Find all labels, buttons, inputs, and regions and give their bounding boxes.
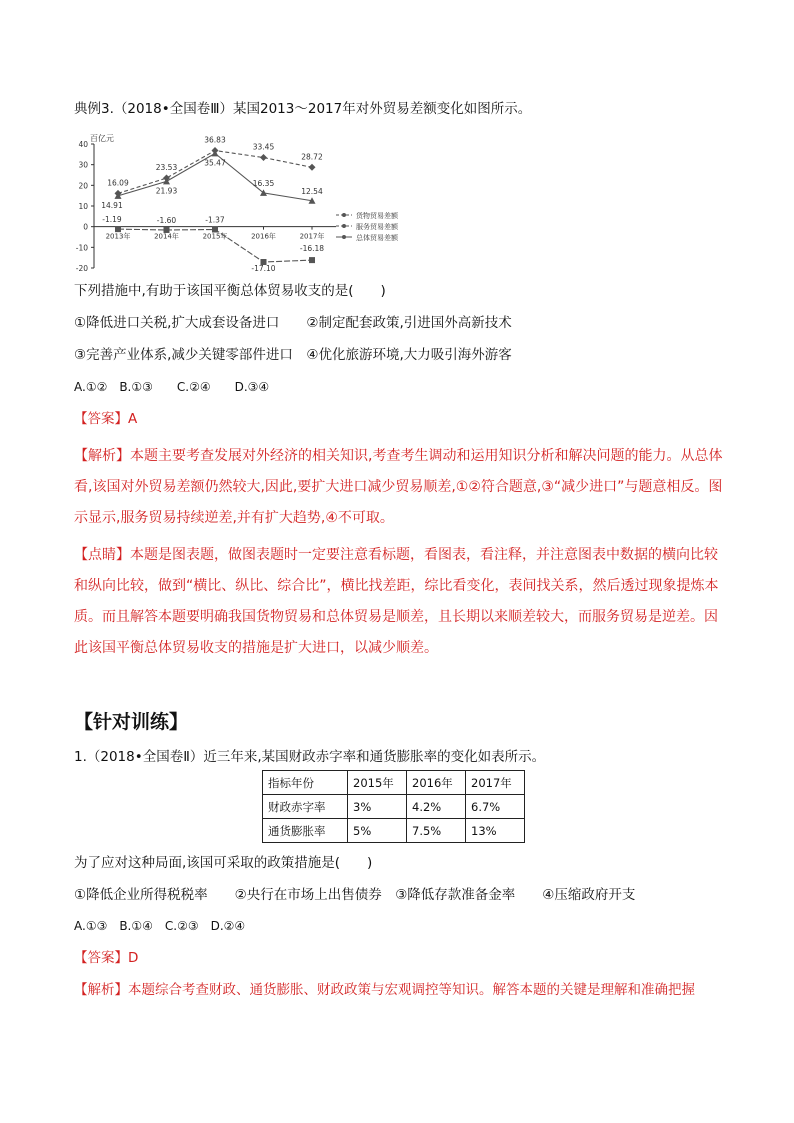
data-label: -1.19 [102, 215, 122, 225]
table-cell: 7.5% [407, 819, 466, 843]
data-point [212, 226, 218, 232]
table-header-cell: 2017年 [466, 771, 525, 795]
data-point [260, 154, 267, 161]
training-analysis: 【解析】本题综合考查财政、通货膨胀、财政政策与宏观调控等知识。解答本题的关键是理解和准确把握 [74, 982, 695, 998]
training-question: 为了应对这种局面,该国可采取的政策措施是( ) [74, 855, 373, 871]
legend-entry: 服务贸易差额 [356, 223, 398, 231]
training-q1: 1.（2018•全国卷Ⅱ）近三年来,某国财政赤字率和通货膨胀率的变化如表所示。 [74, 749, 546, 765]
data-label: 28.72 [301, 152, 323, 162]
example-tip: 【点睛】本题是图表题，做图表题时一定要注意看标题，看图表，看注释，并注意图表中数据的横向比较和纵向比较，做到“横比、纵比、综合比”，横比找差距，综比看变化，表间找关系，然后透过现象提炼本质。而且解答本题要明确我国货物贸易和总体贸易是顺差，且长期以来顺差较大，而服务贸易是逆差。因此该国平衡总体贸易收支的措施是扩大进口，以减少顺差。 [74, 547, 719, 656]
y-tick-label: 30 [78, 160, 88, 170]
y-axis [76, 140, 94, 273]
table-cell: 3% [348, 795, 407, 819]
table-cell: 13% [466, 819, 525, 843]
data-label: 35.47 [204, 158, 226, 168]
data-point [309, 257, 315, 263]
training-options: ①降低企业所得税税率 ②央行在市场上出售债券 ③降低存款准备金率 ④压缩政府开支 [74, 887, 636, 903]
x-tick-label: 2015年 [202, 232, 228, 241]
data-label: 23.53 [155, 163, 178, 173]
data-label: -1.60 [156, 215, 177, 225]
example-analysis: 【解析】本题主要考查发展对外经济的相关知识,考查考生调动和运用知识分析和解决问题的能力。从总体看,该国对外贸易差额仍然较大,因此,要扩大进口减少贸易顺差,①②符合题意,③“减少进口”与题意相反。图示显示,服务贸易持续逆差,并有扩大趋势,④不可取。 [74, 448, 723, 526]
legend-marker [342, 224, 346, 228]
y-tick-label: -20 [75, 264, 88, 273]
data-label: 16.09 [107, 178, 129, 188]
y-tick-label: 40 [78, 140, 88, 149]
example-choices: A.①② B.①③ C.②④ D.③④ [74, 380, 270, 394]
table-cell: 通货膨胀率 [263, 819, 348, 843]
data-point [115, 226, 121, 232]
table-cell: 5% [348, 819, 407, 843]
table-header-row [263, 771, 525, 795]
data-label: -16.18 [299, 244, 325, 254]
data-label: 33.45 [252, 142, 275, 152]
y-tick-label: 10 [78, 202, 88, 211]
table-header-cell: 指标年份 [263, 771, 348, 795]
training-answer: 【答案】D [74, 950, 139, 966]
example-answer: 【答案】A [74, 411, 138, 427]
table-cell: 6.7% [466, 795, 525, 819]
indicator-table [262, 770, 525, 843]
data-point [309, 164, 316, 171]
example-question: 下列措施中,有助于该国平衡总体贸易收支的是( ) [74, 283, 386, 299]
legend-entry: 总体贸易差额 [356, 234, 398, 242]
x-tick-label: 2014年 [154, 232, 179, 241]
table-header-cell: 2016年 [407, 771, 466, 795]
data-point [164, 227, 170, 233]
y-tick-label: -10 [75, 243, 88, 253]
chart-ylabel: 百亿元 [90, 134, 114, 143]
example-title: 典例3.（2018•全国卷Ⅲ）某国2013～2017年对外贸易差额变化如图所示。 [74, 101, 532, 117]
table-header-cell: 2015年 [348, 771, 407, 795]
x-tick-label: 2013年 [105, 232, 131, 241]
y-tick-label: 0 [83, 222, 88, 232]
example-options-line2: ③完善产业体系,减少关键零部件进口 ④优化旅游环境,大力吸引海外游客 [74, 347, 512, 363]
table-row [263, 819, 525, 843]
data-label: 16.35 [252, 178, 275, 188]
training-choices: A.①③ B.①④ C.②③ D.②④ [74, 919, 246, 933]
legend-marker [342, 213, 346, 217]
data-label: 21.93 [155, 186, 178, 196]
table-row [263, 795, 525, 819]
x-tick-label: 2017年 [299, 232, 325, 241]
x-tick-label: 2016年 [251, 232, 276, 241]
example-options-line1: ①降低进口关税,扩大成套设备进口 ②制定配套政策,引进国外高新技术 [74, 315, 512, 331]
training-heading: 【针对训练】 [74, 711, 189, 733]
legend-marker [342, 235, 346, 239]
series-layer [101, 136, 324, 273]
data-label: 14.91 [101, 200, 123, 210]
data-label: 36.83 [204, 135, 226, 145]
data-label: 12.54 [301, 186, 323, 196]
table-cell: 4.2% [407, 795, 466, 819]
legend [336, 211, 399, 242]
trade-balance-chart [74, 132, 414, 272]
table-cell: 财政赤字率 [263, 795, 348, 819]
data-label: -1.37 [205, 215, 225, 225]
y-tick-label: 20 [78, 181, 88, 191]
data-label: -17.10 [251, 264, 276, 274]
legend-entry: 货物贸易差额 [356, 212, 398, 220]
